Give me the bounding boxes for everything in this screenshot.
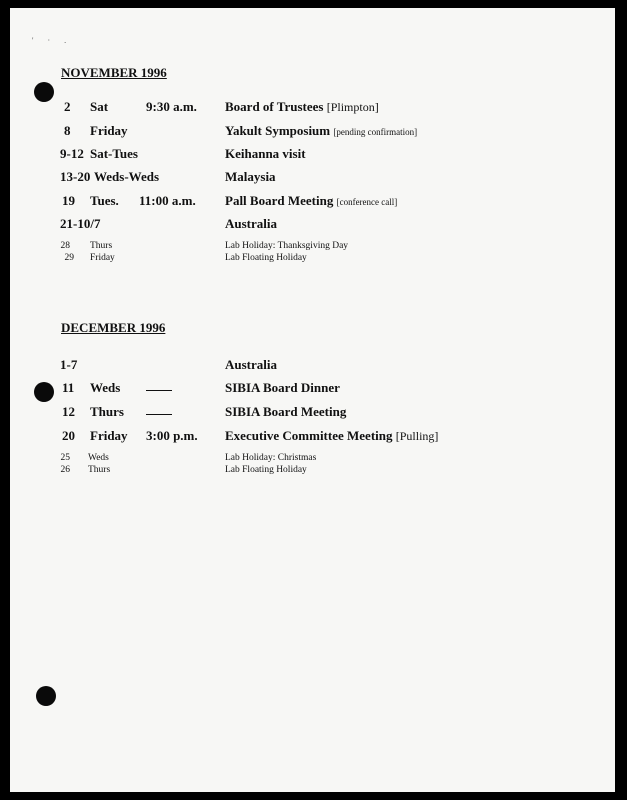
margin-mark: ' · . — [32, 36, 73, 45]
row-event: SIBIA Board Dinner — [225, 380, 340, 395]
row-dow: Thurs — [88, 465, 111, 475]
row-event — [225, 428, 438, 444]
november-heading: NOVEMBER 1996 — [61, 65, 167, 80]
nov-holiday-row — [10, 253, 615, 269]
row-event: Lab Holiday: Christmas — [225, 453, 317, 463]
dec-row — [10, 404, 615, 420]
binder-hole-bottom — [36, 686, 56, 706]
row-event-title: Board of Trustees — [225, 99, 324, 114]
row-time: 11:00 a.m. — [139, 193, 196, 208]
row-event-title: Executive Committee Meeting — [225, 428, 393, 443]
nov-row — [10, 169, 615, 185]
row-dow: Friday — [90, 428, 128, 443]
row-dow: Weds — [88, 453, 109, 463]
row-day: 25 — [60, 453, 70, 463]
row-day: 21-10/7 — [60, 216, 101, 231]
row-event: Australia — [225, 357, 277, 372]
row-event: Lab Floating Holiday — [225, 465, 307, 475]
row-note: [pending confirmation] — [333, 127, 418, 137]
row-dow: Friday — [90, 253, 115, 263]
row-dow: Sat-Tues — [90, 146, 138, 161]
row-day: 13-20 — [60, 169, 91, 184]
row-event: SIBIA Board Meeting — [225, 404, 347, 419]
row-day: 8 — [64, 123, 71, 138]
row-event — [225, 123, 417, 139]
dec-row — [10, 380, 615, 396]
row-day: 20 — [62, 428, 75, 443]
row-event — [225, 193, 397, 209]
dec-holiday-row — [10, 465, 615, 481]
row-dow: Tues. — [90, 193, 119, 208]
dec-row — [10, 428, 615, 444]
row-day: 11 — [62, 380, 75, 395]
december-heading: DECEMBER 1996 — [61, 320, 166, 335]
time-blank-line — [146, 380, 172, 391]
row-event — [225, 99, 379, 115]
row-day: 12 — [62, 404, 75, 419]
row-day: 29 — [64, 253, 74, 263]
row-dow: Weds — [90, 380, 121, 395]
row-day: 2 — [64, 99, 71, 114]
row-dow: Sat — [90, 99, 109, 114]
nov-row — [10, 216, 615, 232]
row-dow: Friday — [90, 123, 128, 138]
row-note: [Pulling] — [395, 429, 439, 443]
row-event: Lab Holiday: Thanksgiving Day — [225, 241, 349, 251]
row-day: 19 — [62, 193, 75, 208]
row-dow: Weds-Weds — [94, 169, 160, 184]
nov-row — [10, 99, 615, 115]
row-time: 9:30 a.m. — [146, 99, 197, 114]
row-time: 3:00 p.m. — [146, 428, 198, 443]
row-event-title: Yakult Symposium — [225, 123, 331, 138]
nov-row — [10, 193, 615, 209]
row-event: Keihanna visit — [225, 146, 306, 161]
row-event: Lab Floating Holiday — [225, 253, 307, 263]
row-note: [conference call] — [336, 197, 398, 207]
row-note: [Plimpton] — [326, 100, 379, 114]
time-blank-line — [146, 404, 172, 415]
row-day: 1-7 — [60, 357, 78, 372]
row-dow: Thurs — [90, 241, 113, 251]
row-event-title: Pall Board Meeting — [225, 193, 334, 208]
dec-row — [10, 357, 615, 373]
row-event: Malaysia — [225, 169, 276, 184]
nov-row — [10, 146, 615, 162]
row-dow: Thurs — [90, 404, 124, 419]
row-day: 28 — [60, 241, 70, 251]
nov-row — [10, 123, 615, 139]
document-page — [10, 8, 615, 792]
row-day: 9-12 — [60, 146, 84, 161]
row-event: Australia — [225, 216, 277, 231]
row-day: 26 — [60, 465, 70, 475]
